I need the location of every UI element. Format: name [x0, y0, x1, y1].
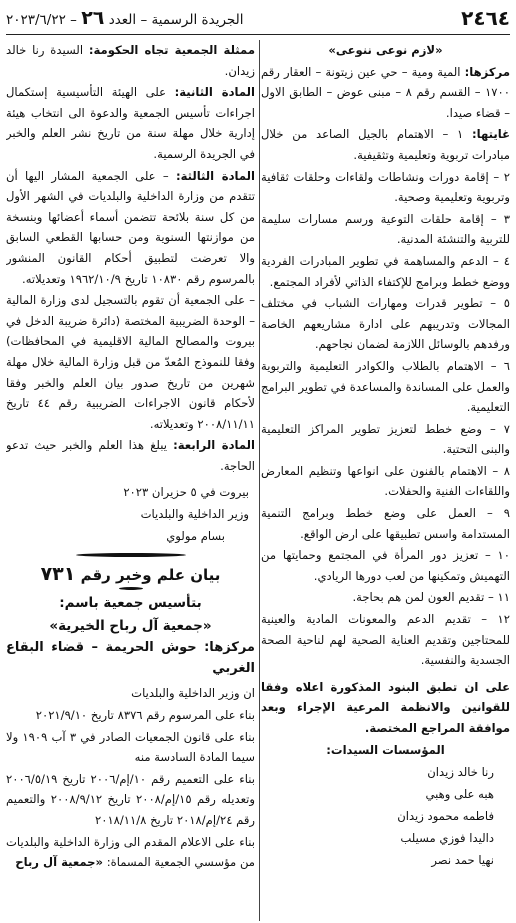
goal-item: ٦ – الاهتمام بالطلاب والكوادر التعليمية والتربوية والعمل على المساندة والمساعدة في تطوير البرامج التعليمية.	[261, 358, 510, 415]
founder-name: داليدا فوزي مسيلب	[400, 831, 494, 846]
article-2-text: على الهيئة التأسيسية إستكمال اجراءات تأسيس الجمعية والدعوة الى انتخاب هيئة إدارية خلال مهلة سنة من تاريخ نشر العلم والخبر في الجريدة الرسمية.	[6, 85, 255, 161]
issue-date: – ٢٠٢٣/٦/٢٢	[6, 12, 82, 28]
hq-paragraph	[261, 62, 510, 124]
gov-rep-label: ممثلة الجمعية تجاه الحكومة:	[88, 43, 255, 57]
goal-item: ١٢ – تقديم الدعم والمعونات المادية والعينية للمحتاجين وتقديم العناية الصحية لهم لناحية الصحة الجسدية والنفسية.	[261, 612, 510, 668]
notice-prefix: بيان علم وخبر رقم	[75, 566, 221, 585]
goal-item: ٣ – إقامة حلقات التوعية ورسم مسارات سليمة للتربية والتنشئة المدنية.	[261, 211, 510, 247]
title-separator	[119, 587, 143, 590]
goal-item: ٩ – العمل على وضع خطط وبرامج التنمية المستدامة واسس تطبيقها على ارض الواقع.	[261, 506, 510, 541]
article-2-label: المادة الثانية:	[174, 85, 255, 100]
founding-line: بتأسيس جمعية باسم:	[59, 595, 202, 612]
goal-item: ٨ – الاهتمام بالفنون على انواعها وتنظيم المعارض واللقاءات الفنية والحفلات.	[261, 463, 510, 499]
issuer: ان وزير الداخلية والبلديات	[131, 686, 255, 701]
goals-label: غايتها:	[472, 127, 510, 142]
gov-rep-text: السيدة رنا خالد زيدان.	[6, 43, 255, 78]
article-2	[6, 82, 255, 164]
notice-hq-text: حوش الحريمة – قضاء البقاع الغربي	[6, 640, 255, 676]
basis-item: بناء على المرسوم رقم ٨٣٧٦ تاريخ ٢٠٢١/٩/١٠	[35, 708, 255, 723]
final-text: بناء على الاعلام المقدم الى وزارة الداخلية والبلديات من مؤسسي الجمعية المسماة:	[6, 834, 255, 870]
final-association-name: «جمعية آل رباح	[15, 855, 104, 870]
goal-item: ٧ – وضع خطط لتعزيز تطوير المراكز التعليمية والبنى التحتية.	[261, 421, 510, 457]
goal-item: ٤ – الدعم والمساهمة في تطوير المبادرات الفردية ووضع خطط وبرامج للإكتفاء الذاتي لأفراد المجتمع.	[261, 253, 510, 289]
founders-label: المؤسسات السيدات:	[326, 742, 445, 757]
founder-name: نهيا حمد نصر	[431, 853, 494, 868]
article-4	[6, 435, 255, 476]
article-3	[6, 166, 255, 290]
section-separator	[76, 553, 186, 557]
gazette-header-title	[6, 4, 243, 34]
notice-number: ٧٣١	[40, 563, 76, 586]
basis-item: بناء على التعميم رقم ١٠/إم/٢٠٠٦ تاريخ ٢٠٠٦/٥/١٩ وتعديله رقم ١٥/إم/٢٠٠٨ تاريخ ٢٠٠٨/٩/١٢ والتعميم رقم ٢٤/إم/٢٠١٨ تاريخ ٢٠١٨/١١/٨	[6, 771, 255, 827]
goal-text: ١ – الاهتمام بالجيل الصاعد من خلال مبادرات تربوية وتعليمية وتثقيفية.	[261, 127, 510, 162]
goal-item: ٥ – تطوير قدرات ومهارات الشباب في مختلف المجالات وتدريبهم على ادارة مشاريعهم الخاصة ورفدهم بالوسائل اللازمة لضمان نجاحهم.	[261, 296, 510, 352]
gazette-prefix: الجريدة الرسمية – العدد	[104, 12, 244, 28]
goal-item: ٢ – إقامة دورات ونشاطات ولقاءات وحلقات ثقافية وتربوية وتعليمية وصحية.	[261, 169, 510, 205]
notice-title	[6, 562, 255, 587]
founder-name: فاطمه محمود زيدان	[397, 809, 494, 824]
left-column	[6, 40, 255, 921]
founders-list	[261, 761, 494, 871]
article-4-text: يبلغ هذا العلم والخبر حيث تدعو الحاجة.	[6, 438, 255, 473]
goal-item	[261, 124, 510, 165]
right-column	[261, 40, 510, 921]
article-3-text: – على الجمعية المشار اليها أن تتقدم من وزارة الداخلية والبلديات في الشهر الأول من كل سنة بلائحة تتضمن أسماء أعضائها وبنسخة من موازنتها السنوية ومن حسابها القطعي السابق والا تعرضت لتطبيق أحكام القانون المنشور بالمرسوم رقم ١٠٨٣٠ تاريخ ١٩٦٢/١٠/٩ وتعديلاته.	[6, 168, 255, 286]
final-paragraph	[6, 832, 255, 873]
goal-item: ١٠ – تعزيز دور المرأة في المجتمع وحمايتها من التهميش وتمكينها من لعب دورها الريادي.	[261, 548, 510, 583]
gov-rep-paragraph	[6, 40, 255, 81]
basis-item: بناء على قانون الجمعيات الصادر في ٣ آب ١٩٠٩ ولا سيما المادة السادسة منه	[6, 729, 255, 765]
founder-name: رنا خالد زيدان	[427, 765, 494, 780]
place-date: بيروت في ٥ حزيران ٢٠٢٣	[123, 485, 249, 500]
goal-item: ١١ – تقديم العون لمن هم بحاجة.	[352, 590, 510, 605]
page-header	[6, 4, 510, 35]
column-divider	[259, 40, 260, 921]
hq-label: مركزها:	[464, 64, 510, 79]
association-motto: «لازم نوعى ننوعى»	[328, 43, 443, 57]
minister-title: وزير الداخلية والبلديات	[140, 507, 249, 522]
notice-hq	[6, 638, 255, 679]
article-4-label: المادة الرابعة:	[173, 438, 255, 453]
page-columns	[6, 40, 510, 921]
notice-hq-label: مركزها:	[204, 640, 255, 656]
minister-signature: بسام مولوي	[166, 528, 225, 543]
article-3-label: المادة الثالثة:	[175, 168, 255, 183]
issue-number: ٢٦	[81, 7, 105, 29]
page-number: ٢٤٦٤	[461, 6, 510, 30]
founder-name: هبه على وهبي	[425, 787, 494, 802]
hq-text: المية ومية – حي عين زيتونة – العقار رقم ١٧٠٠ – القسم رقم ٨ – مبنى عوض – الطابق الاول – قضاء صيدا.	[261, 64, 510, 120]
conditions-text: على ان تطبق البنود المذكورة اعلاه وفقا للقوانين والانظمة المرعية الإجراء وبعد موافقة المراجع المختصة.	[261, 679, 510, 735]
association-name: «جمعية آل رباح الخيرية»	[49, 618, 212, 635]
article-3-tax-paragraph: – على الجمعية أن تقوم بالتسجيل لدى وزارة المالية – الوحدة الضريبية المختصة (دائرة ضريبة الدخل في بيروت والمصالح المالية الاقليمية في المحافظات) وفقا للنموذج المُعدّ من قبل وزارة المالية خلال مهلة شهرين من تاريخ صدور بيان العلم والخبر وفقا لأحكام قانون الاجراءات الضريبية رقم ٤٤ تاريخ ٢٠٠٨/١١/١١ وتعديلاته.	[6, 293, 255, 431]
